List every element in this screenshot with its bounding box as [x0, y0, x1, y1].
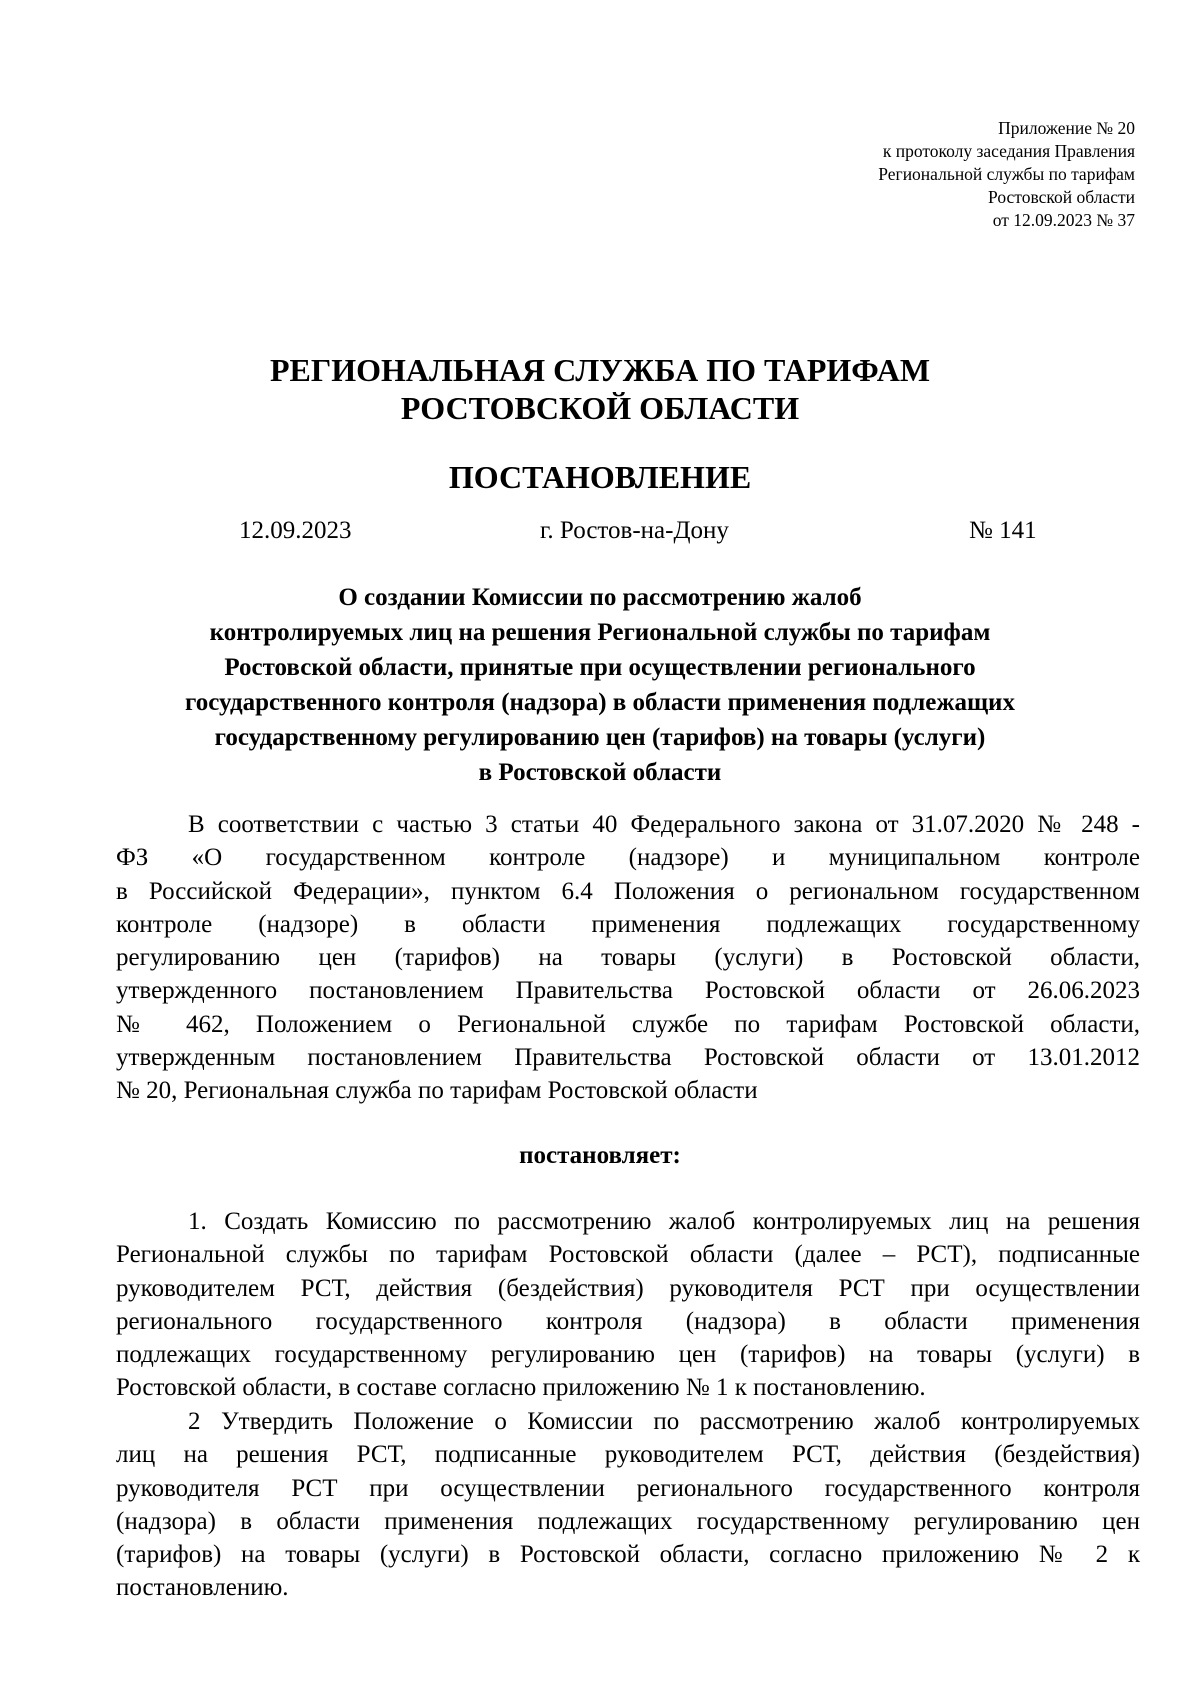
document-number: № 141 [969, 517, 1037, 544]
resolves-heading: постановляет: [519, 1142, 681, 1169]
paragraph-line: Ростовской области, в составе согласно приложению № 1 к постановлению. [116, 1374, 926, 1402]
organization-title-line: РЕГИОНАЛЬНАЯ СЛУЖБА ПО ТАРИФАМ [269, 352, 931, 388]
paragraph-line: 1. Создать Комиссию по рассмотрению жалоб контролируемых лиц на решения [188, 1208, 1140, 1235]
paragraph-line: постановлению. [116, 1574, 289, 1602]
organization-title-line: РОСТОВСКОЙ ОБЛАСТИ [400, 390, 800, 426]
paragraph-line: подлежащих государственному регулированию цен (тарифов) на товары (услуги) в [116, 1341, 1140, 1369]
appendix-line: Ростовской области [988, 187, 1135, 207]
paragraph-line: Региональной службы по тарифам Ростовской области (далее – РСТ), подписанные [116, 1241, 1140, 1269]
paragraph-line: В соответствии с частью 3 статьи 40 Федерального закона от 31.07.2020 № 248 - [188, 811, 1140, 838]
clause-1 [116, 1205, 1140, 1405]
appendix-line: от 12.09.2023 № 37 [992, 210, 1135, 230]
appendix-line: Региональной службы по тарифам [878, 164, 1135, 184]
document-city: г. Ростов-на-Дону [540, 517, 729, 544]
subject-line: О создании Комиссии по рассмотрению жалоб [338, 584, 862, 611]
paragraph-line: лиц на решения РСТ, подписанные руководителем РСТ, действия (бездействия) [116, 1441, 1140, 1469]
paragraph-line: регулированию цен (тарифов) на товары (услуги) в Ростовской области, [116, 944, 1140, 972]
document-subject [0, 580, 1200, 790]
subject-line: в Ростовской области [478, 759, 722, 786]
paragraph-line: (надзора) в области применения подлежащих государственному регулированию цен [116, 1507, 1140, 1535]
paragraph-line: (тарифов) на товары (услуги) в Ростовской области, согласно приложению № 2 к [116, 1541, 1140, 1569]
paragraph-line: ФЗ «О государственном контроле (надзоре) и муниципальном контроле [116, 844, 1140, 872]
document-meta-row [0, 515, 1200, 547]
paragraph-line: руководителя РСТ при осуществлении регионального государственного контроля [116, 1474, 1140, 1502]
subject-line: Ростовской области, принятые при осуществлении регионального [224, 654, 976, 681]
paragraph-line: руководителем РСТ, действия (бездействия) руководителя РСТ при осуществлении [116, 1274, 1140, 1302]
document-type: ПОСТАНОВЛЕНИЕ [448, 459, 752, 495]
clause-2 [116, 1405, 1140, 1605]
preamble-paragraph [116, 808, 1140, 1108]
paragraph-line: № 462, Положением о Региональной службе по тарифам Ростовской области, [116, 1010, 1140, 1038]
subject-line: контролируемых лиц на решения Региональной службы по тарифам [209, 619, 991, 646]
paragraph-line: № 20, Региональная служба по тарифам Ростовской области [116, 1077, 758, 1105]
appendix-note [878, 117, 1135, 232]
subject-line: государственного контроля (надзора) в области применения подлежащих [185, 689, 1015, 716]
paragraph-line: утвержденным постановлением Правительства Ростовской области от 13.01.2012 [116, 1044, 1140, 1072]
paragraph-line: контроле (надзоре) в области применения подлежащих государственному [116, 910, 1140, 938]
appendix-line: Приложение № 20 [998, 118, 1135, 138]
paragraph-line: утвержденного постановлением Правительства Ростовской области от 26.06.2023 [116, 977, 1140, 1005]
organization-title [0, 351, 1200, 427]
document-date: 12.09.2023 [239, 517, 352, 544]
appendix-line: к протоколу заседания Правления [882, 141, 1135, 161]
paragraph-line: в Российской Федерации», пунктом 6.4 Положения о региональном государственном [116, 877, 1140, 905]
paragraph-line: регионального государственного контроля (надзора) в области применения [116, 1307, 1140, 1335]
paragraph-line: 2 Утвердить Положение о Комиссии по рассмотрению жалоб контролируемых [188, 1408, 1140, 1435]
subject-line: государственному регулированию цен (тарифов) на товары (услуги) [214, 724, 986, 751]
